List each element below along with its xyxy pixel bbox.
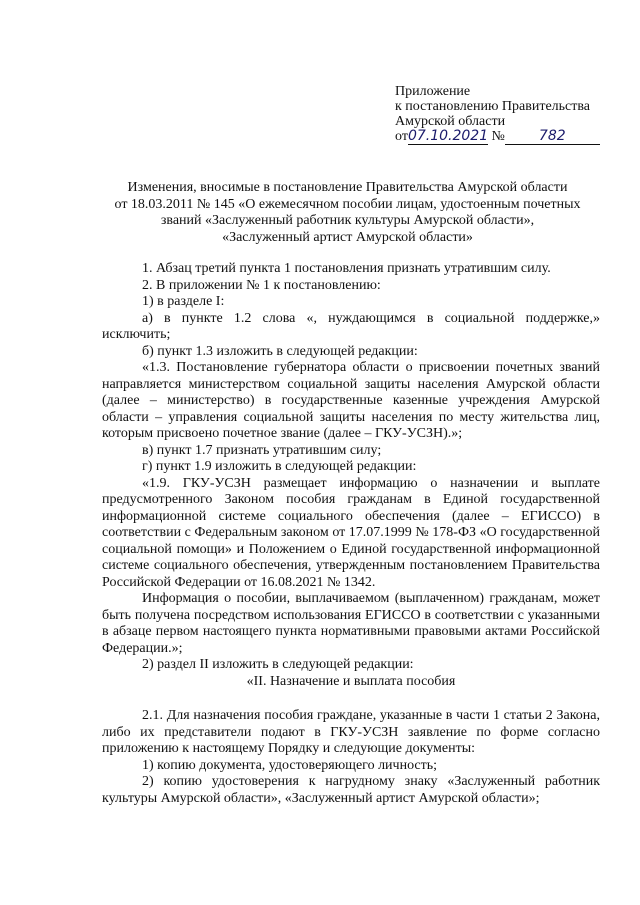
appendix-line-2: к постановлению Правительства (395, 99, 591, 114)
paragraph-9: «1.9. ГКУ-УСЗН размещает информацию о назначении и выплате предусмотренного Законом пособия гражданам в Единой государственной информационной системе социального обеспечения (далее – ЕГИССО) в соответствии с Федеральным законом от 17.07.1999 № 178-ФЗ «О государственной социальной помощи» и Положением о Единой государственной информационной системе социального обеспечения, утвержденным постановлением Правительства Российской Федерации от 16.08.2021 № 1342. (102, 475, 600, 590)
title-line-1: Изменения, вносимые в постановление Правительства Амурской области (127, 180, 568, 195)
appendix-line-3: Амурской области (395, 114, 506, 129)
paragraph-5: б) пункт 1.3 изложить в следующей редакции: (142, 343, 418, 359)
paragraph-2: 2. В приложении № 1 к постановлению: (142, 277, 381, 293)
paragraph-15: 2) копию удостоверения к нагрудному знаку «Заслуженный работник культуры Амурской области», «Заслуженный артист Амурской области»; (102, 774, 600, 806)
document-body (102, 261, 600, 807)
handwritten-number: 782 (505, 129, 600, 145)
appendix-line-1: Приложение (395, 84, 471, 99)
appendix-block (395, 84, 600, 145)
paragraph-13: 2.1. Для назначения пособия граждане, указанные в части 1 статьи 2 Закона, либо их представители подают в ГКУ-УСЗН заявление по форме согласно приложению к настоящему Порядку и следующие документы: (102, 708, 600, 756)
paragraph-1: 1. Абзац третий пункта 1 постановления признать утратившим силу. (142, 261, 551, 276)
paragraph-7: в) пункт 1.7 признать утратившим силу; (142, 442, 382, 458)
title-line-2: от 18.03.2011 № 145 «О ежемесячном пособии лицам, удостоенным почетных (114, 196, 581, 212)
paragraph-8: г) пункт 1.9 изложить в следующей редакции: (142, 459, 417, 474)
paragraph-4: а) в пункте 1.2 слова «, нуждающимся в социальной поддержке,» исключить; (102, 310, 600, 342)
paragraph-10: Информация о пособии, выплачиваемом (выплаченном) гражданам, может быть получена посредством использования ЕГИССО в соответствии с указанными в абзаце первом настоящего пункта нормативными правовыми актами Российской Федерации.»; (102, 591, 600, 656)
handwritten-date: 07.10.2021 (407, 128, 489, 144)
paragraph-14: 1) копию документа, удостоверяющего личность; (142, 757, 438, 773)
section-heading: «II. Назначение и выплата пособия (246, 673, 456, 689)
paragraph-3: 1) в разделе I: (142, 294, 225, 309)
appendix-date-line (395, 129, 600, 145)
title-line-4: «Заслуженный артист Амурской области» (222, 229, 473, 245)
paragraph-11: 2) раздел II изложить в следующей редакции: (142, 657, 414, 672)
document-title (95, 180, 600, 246)
spacer (102, 690, 600, 708)
date-prefix: от (395, 129, 408, 144)
number-prefix: № (491, 129, 505, 144)
paragraph-6: «1.3. Постановление губернатора области о присвоении почетных званий направляется министерством социальной защиты населения Амурской области (далее – министерство) в государственные казенные учреждения Амурской области – управления социальной защиты населения по месту жительства лиц, которым присвоено почетное звание (далее – ГКУ-УСЗН).»; (102, 360, 600, 441)
title-line-3: званий «Заслуженный работник культуры Амурской области», (160, 213, 535, 228)
